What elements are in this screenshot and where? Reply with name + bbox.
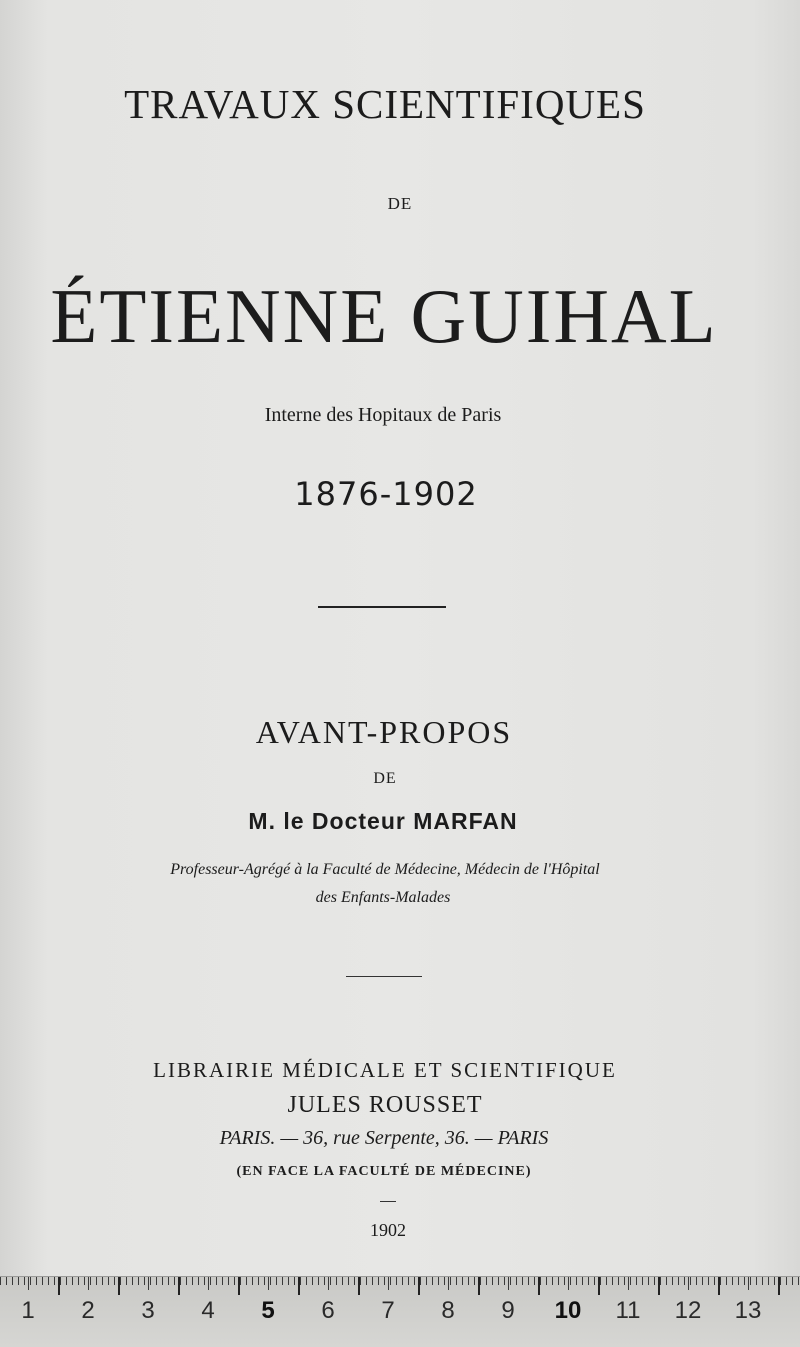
book-title: TRAVAUX SCIENTIFIQUES (124, 81, 646, 127)
divider-rule-1 (318, 606, 446, 608)
ruler-number: 10 (554, 1297, 582, 1324)
author-title: Interne des Hopitaux de Paris (264, 404, 502, 426)
ruler-number: 12 (674, 1297, 702, 1324)
preface-affiliation-1: Professeur-Agrégé à la Faculté de Médecine, Médecin de l'Hôpital (170, 861, 600, 878)
ruler-number: 9 (501, 1297, 515, 1324)
measuring-ruler (0, 1276, 800, 1347)
foreword-heading: AVANT-PROPOS (255, 714, 513, 750)
ruler-number: 8 (441, 1297, 455, 1324)
ruler-number: 5 (261, 1297, 275, 1324)
ruler-number: 6 (321, 1297, 335, 1324)
de-connector-2: DE (373, 770, 397, 787)
author-years: 1876-1902 (294, 475, 478, 513)
author-name: ÉTIENNE GUIHAL (50, 273, 718, 359)
publisher-address: PARIS. — 36, rue Serpente, 36. — PARIS (219, 1127, 549, 1149)
ruler-number: 11 (615, 1297, 641, 1324)
publisher-name: JULES ROUSSET (287, 1092, 483, 1118)
divider-rule-2 (346, 976, 422, 977)
ruler-number: 3 (141, 1297, 155, 1324)
ruler-number: 4 (201, 1297, 215, 1324)
preface-author: M. le Docteur MARFAN (248, 808, 518, 834)
address-note: (EN FACE LA FACULTÉ DE MÉDECINE) (236, 1164, 532, 1179)
ruler-number: 7 (381, 1297, 395, 1324)
preface-affiliation-2: des Enfants-Malades (315, 889, 451, 906)
ruler-cm-ticks (58, 1277, 800, 1295)
small-dash (380, 1201, 396, 1202)
de-connector-1: DE (387, 194, 413, 213)
ruler-number: 13 (734, 1297, 762, 1324)
ruler-number: 2 (81, 1297, 95, 1324)
publisher-line: LIBRAIRIE MÉDICALE ET SCIENTIFIQUE (153, 1058, 617, 1082)
ruler-number: 1 (21, 1297, 35, 1324)
publication-year: 1902 (370, 1220, 406, 1240)
